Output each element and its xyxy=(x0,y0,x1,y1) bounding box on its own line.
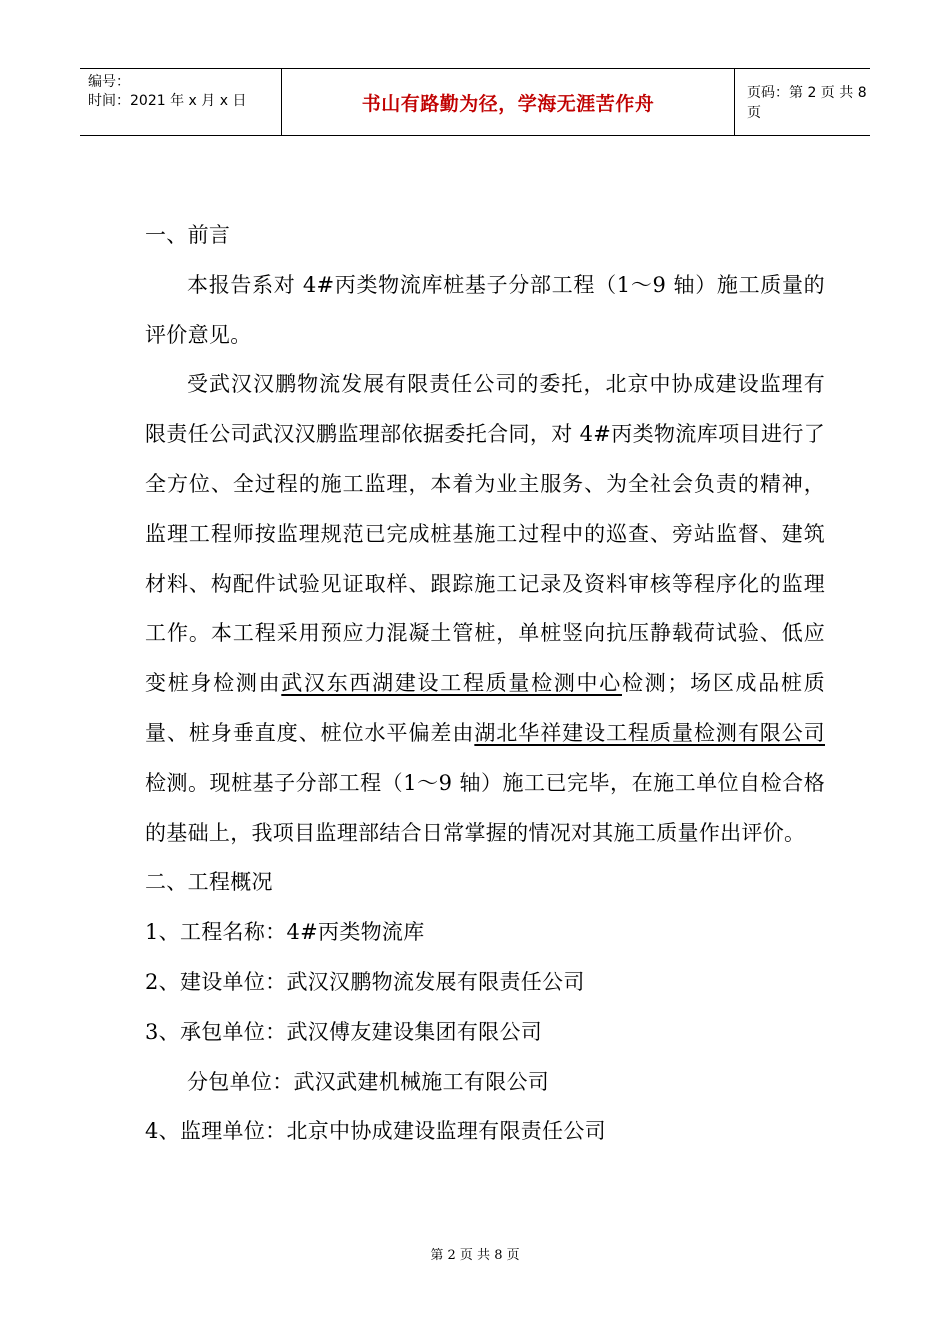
testing-agency-1: 武汉东西湖建设工程质量检测中心 xyxy=(281,671,622,696)
section-title-overview: 二、工程概况 xyxy=(145,870,273,895)
paragraph-supervision xyxy=(145,360,825,858)
overview-item-contractor: 3、承包单位：武汉傅友建设集团有限公司 xyxy=(145,1019,543,1044)
paragraph-intro: 本报告系对 4#丙类物流库桩基子分部工程（1～9 轴）施工质量的评价意见。 xyxy=(145,272,825,347)
overview-item-owner: 2、建设单位：武汉汉鹏物流发展有限责任公司 xyxy=(145,969,585,994)
header-motto: 书山有路勤为径，学海无涯苦作舟 xyxy=(282,69,735,135)
overview-item-supervisor: 4、监理单位：北京中协成建设监理有限责任公司 xyxy=(145,1119,606,1144)
document-number: 编号： xyxy=(88,74,130,90)
section-title-preface: 一、前言 xyxy=(145,223,231,247)
header-meta xyxy=(80,69,282,135)
paragraph-text: 检测。现桩基子分部工程（1～9 轴）施工已完毕，在施工单位自检合格的基础上，我项目监理部结合日常掌握的情况对其施工质量作出评价。 xyxy=(145,770,825,845)
page-header xyxy=(80,68,870,136)
document-date: 时间：2021 年 x 月 x 日 xyxy=(88,93,247,109)
testing-agency-2: 湖北华祥建设工程质量检测有限公司 xyxy=(474,720,825,745)
page-footer: 第 2 页 共 8 页 xyxy=(430,1248,520,1263)
document-body xyxy=(145,211,825,1157)
paragraph-text: 检测；场区成品桩质量、桩身垂直度、桩位水平偏差由 xyxy=(145,671,825,745)
header-page-info: 页码：第 2 页 共 8 页 xyxy=(747,85,867,121)
overview-item-project-name: 1、工程名称：4#丙类物流库 xyxy=(145,920,425,945)
paragraph-text: 受武汉汉鹏物流发展有限责任公司的委托，北京中协成建设监理有限责任公司武汉汉鹏监理部依据委托合同，对 4#丙类物流库项目进行了全方位、全过程的施工监理，本着为业主服务、为全社会负责的精神，监理工程师按监理规范已完成桩基施工过程中的巡查、旁站监督、建筑材料、构配件试验见证取样、跟踪施工记录及资料审核等程序化的监理工作。本工程采用预应力混凝土管桩，单桩竖向抗压静载荷试验、低应变桩身检测由 xyxy=(145,372,825,696)
overview-item-subcontractor: 分包单位：武汉武建机械施工有限公司 xyxy=(187,1069,550,1094)
